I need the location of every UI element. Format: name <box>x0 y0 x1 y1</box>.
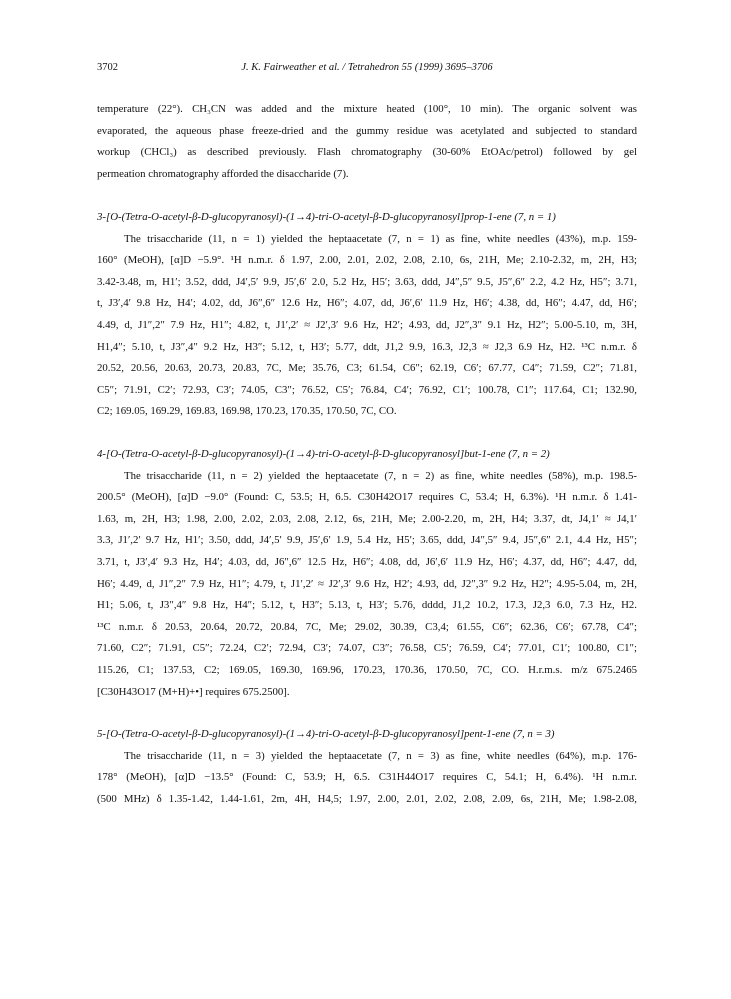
text-line: 71.60, C2″; 71.91, C5″; 72.24, C2′; 72.94, C3′; 74.07, C3″; 76.58, C5′; 76.59, C4′; 77.01, C1′; 100.80, C1″; <box>97 642 637 655</box>
page-number: 3702 <box>97 62 118 73</box>
section-heading: 4-[O-(Tetra-O-acetyl-β-D-glucopyranosyl)-(1→4)-tri-O-acetyl-β-D-glucopyranosyl]but-1-ene (7, n = 2) <box>97 448 550 460</box>
text-line: H1; 5.06, t, J3″,4″ 9.8 Hz, H4″; 5.12, t, H3″; 5.13, t, H3′; 5.76, dddd, J1,2 10.2, 17.3, J2,3 6.0, 7.3 Hz, H2. <box>97 599 637 612</box>
text-line: 3.42-3.48, m, H1′; 3.52, ddd, J4′,5′ 9.9, J5′,6′ 2.0, 5.2 Hz, H5′; 3.63, ddd, J4″,5″ 9.5, J5″,6″ 2.2, 4.2 Hz, H5″; 3.71, <box>97 275 637 288</box>
text-line: 178° (MeOH), [α]D −13.5° (Found: C, 53.9; H, 6.5. C31H44O17 requires C, 54.1; H, 6.4%). ¹H n.m.r. <box>97 771 637 784</box>
text-line: workup (CHCl₃) as described previously. Flash chromatography (30-60% EtOAc/petrol) followed by gel <box>97 146 637 159</box>
text-line: (500 MHz) δ 1.35-1.42, 1.44-1.61, 2m, 4H, H4,5; 1.97, 2.00, 2.01, 2.02, 2.08, 2.09, 6s, 21H, Me; 1.98-2.08, <box>97 792 637 805</box>
text-line: 200.5° (MeOH), [α]D −9.0° (Found: C, 53.5; H, 6.5. C30H42O17 requires C, 53.4; H, 6.3%). ¹H n.m.r. δ 1.41- <box>97 491 637 504</box>
section-butene <box>97 444 637 703</box>
text-line: 3.3, J1′,2′ 9.7 Hz, H1′; 3.50, ddd, J4′,5′ 9.9, J5′,6′ 1.9, 5.4 Hz, H5′; 3.65, ddd, J4″,5″ 9.4, J5″,6″ 2.1, 4.4 Hz, H5″; <box>97 534 637 547</box>
text-line: evaporated, the aqueous phase freeze-dried and the gummy residue was acetylated and subjected to standard <box>97 124 637 137</box>
text-line: 115.26, C1; 137.53, C2; 169.05, 169.30, 169.96, 170.23, 170.36, 170.50, 7C, CO. H.r.m.s. m/z 675.2465 <box>97 663 637 676</box>
text-line: ¹³C n.m.r. δ 20.53, 20.64, 20.72, 20.84, 7C, Me; 29.02, 30.39, C3,4; 61.55, C6″; 62.36, C6′; 67.78, C4″; <box>97 620 637 633</box>
text-line: H6′; 4.49, d, J1″,2″ 7.9 Hz, H1″; 4.79, t, J1′,2′ ≈ J2′,3′ 9.6 Hz, H2′; 4.93, dd, J2″,3″ 9.2 Hz, H2″; 4.95-5.04, m, 2H, <box>97 577 637 590</box>
text-line: The trisaccharide (11, n = 2) yielded the heptaacetate (7, n = 2) as fine, white needles (58%), m.p. 198.5- <box>124 469 637 482</box>
text-line: The trisaccharide (11, n = 1) yielded the heptaacetate (7, n = 1) as fine, white needles (43%), m.p. 159- <box>124 232 637 245</box>
text-line: temperature (22°). CH₃CN was added and the mixture heated (100°, 10 min). The organic solvent was <box>97 103 637 115</box>
text-line: 20.52, 20.56, 20.63, 20.73, 20.83, 7C, Me; 35.76, C3; 61.54, C6″; 62.19, C6′; 67.77, C4″; 71.59, C2″; 71.81, <box>97 362 637 375</box>
text-line: permeation chromatography afforded the disaccharide (7). <box>97 167 349 180</box>
text-line: The trisaccharide (11, n = 3) yielded the heptaacetate (7, n = 3) as fine, white needles (64%), m.p. 176- <box>124 749 637 762</box>
text-line: 1.63, m, 2H, H3; 1.98, 2.00, 2.02, 2.03, 2.08, 2.12, 6s, 21H, Me; 2.00-2.20, m, 2H, H4; 3.37, dt, J4,1′ ≈ J4,1′ <box>97 512 637 525</box>
text-line: 4.49, d, J1″,2″ 7.9 Hz, H1″; 4.82, t, J1′,2′ ≈ J2′,3′ 9.6 Hz, H2′; 4.93, dd, J2″,3″ 9.1 Hz, H2″; 5.00-5.10, m, 3H, <box>97 318 637 331</box>
text-line: H1,4″; 5.10, t, J3″,4″ 9.2 Hz, H3″; 5.12, t, H3′; 5.77, ddt, J1,2 9.9, 16.3, J2,3 ≈ J2,3 6.9 Hz, H2. ¹³C n.m.r. δ <box>97 340 637 353</box>
section-pentene <box>97 724 637 810</box>
text-line: C5″; 71.91, C2′; 72.93, C3′; 74.05, C3″; 76.52, C5′; 76.84, C4′; 76.92, C1′; 100.78, C1″; 117.64, C1; 132.90, <box>97 383 637 396</box>
section-heading: 3-[O-(Tetra-O-acetyl-β-D-glucopyranosyl)-(1→4)-tri-O-acetyl-β-D-glucopyranosyl]prop-1-ene (7, n = 1) <box>97 211 556 223</box>
text-line: 160° (MeOH), [α]D −5.9°. ¹H n.m.r. δ 1.97, 2.00, 2.01, 2.02, 2.08, 2.10, 6s, 21H, Me; 2.10-2.32, m, 2H, H3; <box>97 254 637 267</box>
intro-paragraph <box>97 99 637 185</box>
text-line: C2; 169.05, 169.29, 169.83, 169.98, 170.23, 170.35, 170.50, 7C, CO. <box>97 405 397 418</box>
page-header <box>97 62 637 76</box>
section-heading: 5-[O-(Tetra-O-acetyl-β-D-glucopyranosyl)-(1→4)-tri-O-acetyl-β-D-glucopyranosyl]pent-1-ene (7, n = 3) <box>97 728 555 740</box>
running-head: J. K. Fairweather et al. / Tetrahedron 55 (1999) 3695–3706 <box>241 62 493 73</box>
text-line: t, J3′,4′ 9.8 Hz, H4′; 4.02, dd, J6″,6″ 12.6 Hz, H6″; 4.07, dd, J6′,6′ 11.9 Hz, H6′; 4.38, dd, H6″; 4.47, dd, H6′; <box>97 297 637 310</box>
text-line: 3.71, t, J3′,4′ 9.3 Hz, H4′; 4.03, dd, J6″,6″ 12.5 Hz, H6″; 4.08, dd, J6′,6′ 11.9 Hz, H6′; 4.37, dd, H6″; 4.47, dd, <box>97 555 637 568</box>
section-propene <box>97 207 637 423</box>
text-line: [C30H43O17 (M+H)+•] requires 675.2500]. <box>97 685 290 698</box>
